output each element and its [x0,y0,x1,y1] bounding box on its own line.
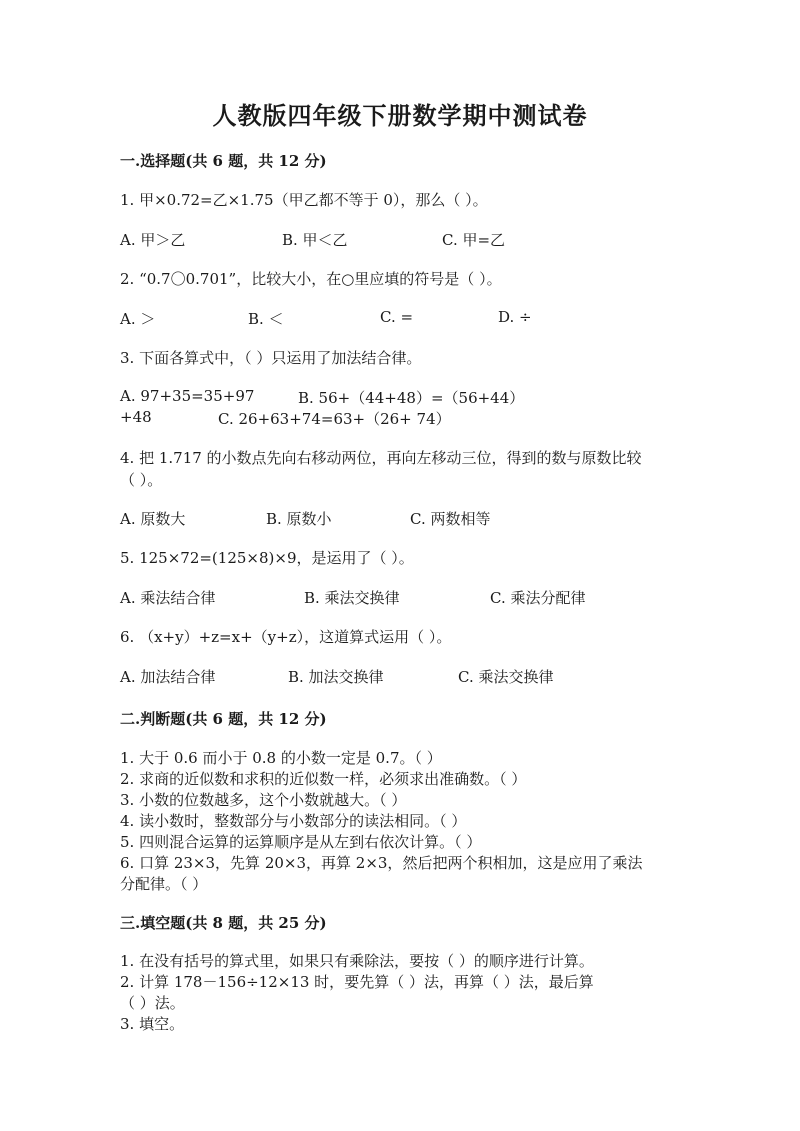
question-3-option-b-cont: +48 [120,408,152,426]
question-5-option-c: C. 乘法分配律 [490,589,586,607]
judge-item-4: 4. 读小数时，整数部分与小数部分的读法相同。（ ） [120,812,467,830]
question-3-option-a: A. 97+35=35+97 [120,387,255,405]
judge-item-3: 3. 小数的位数越多，这个小数就越大。（ ） [120,791,407,809]
section-title-true-false: 二.判断题(共 6 题，共 12 分) [120,710,327,728]
question-1-text: 1. 甲×0.72=乙×1.75（甲乙都不等于 0），那么（ ）。 [120,191,488,209]
question-6-option-b: B. 加法交换律 [288,668,384,686]
section-title-fill-blank: 三.填空题(共 8 题，共 25 分) [120,914,327,932]
judge-item-5: 5. 四则混合运算的运算顺序是从左到右依次计算。（ ） [120,833,482,851]
question-5-option-a: A. 乘法结合律 [120,589,216,607]
question-6-option-c: C. 乘法交换律 [458,668,554,686]
fill-item-3: 3. 填空。 [120,1015,185,1033]
question-4-option-a: A. 原数大 [120,510,186,528]
judge-item-2: 2. 求商的近似数和求积的近似数一样，必须求出准确数。（ ） [120,770,527,788]
fill-item-2-cont: （ ）法。 [120,994,185,1012]
question-2-text: 2. “0.7〇0.701”，比较大小，在○里应填的符号是（ ）。 [120,270,502,288]
question-2-option-c: C. = [380,308,414,326]
question-6-text: 6. （x+y）+z=x+（y+z），这道算式运用（ ）。 [120,628,452,646]
question-1-option-a: A. 甲＞乙 [120,231,186,249]
question-5-option-b: B. 乘法交换律 [304,589,400,607]
question-4-text-line1: 4. 把 1.717 的小数点先向右移动两位，再向左移动三位，得到的数与原数比较 [120,449,642,467]
question-5-text: 5. 125×72=(125×8)×9，是运用了（ ）。 [120,549,414,567]
judge-item-6: 6. 口算 23×3，先算 20×3，再算 2×3，然后把两个积相加，这是应用了乘法 [120,854,643,872]
question-4-option-b: B. 原数小 [266,510,332,528]
judge-item-1: 1. 大于 0.6 而小于 0.8 的小数一定是 0.7。（ ） [120,749,442,767]
judge-item-6-cont: 分配律。（ ） [120,875,208,893]
question-4-option-c: C. 两数相等 [410,510,491,528]
question-1-option-c: C. 甲=乙 [442,231,506,249]
fill-item-2: 2. 计算 178－156÷12×13 时，要先算（ ）法，再算（ ）法，最后算 [120,973,594,991]
section-title-choice: 一.选择题(共 6 题，共 12 分) [120,152,327,170]
question-3-option-b: B. 56+（44+48）=（56+44） [298,389,525,407]
question-2-option-d: D. ÷ [498,308,532,326]
question-3-text: 3. 下面各算式中，（ ）只运用了加法结合律。 [120,349,422,367]
question-2-option-a: A. ＞ [120,310,156,328]
fill-item-1: 1. 在没有括号的算式里，如果只有乘除法，要按（ ）的顺序进行计算。 [120,952,594,970]
question-4-text-line2: （ ）。 [120,471,163,489]
question-3-option-c: C. 26+63+74=63+（26+ 74） [218,410,451,428]
question-1-option-b: B. 甲＜乙 [282,231,348,249]
page-title: 人教版四年级下册数学期中测试卷 [212,101,588,130]
question-2-option-b: B. ＜ [248,310,284,328]
question-6-option-a: A. 加法结合律 [120,668,216,686]
